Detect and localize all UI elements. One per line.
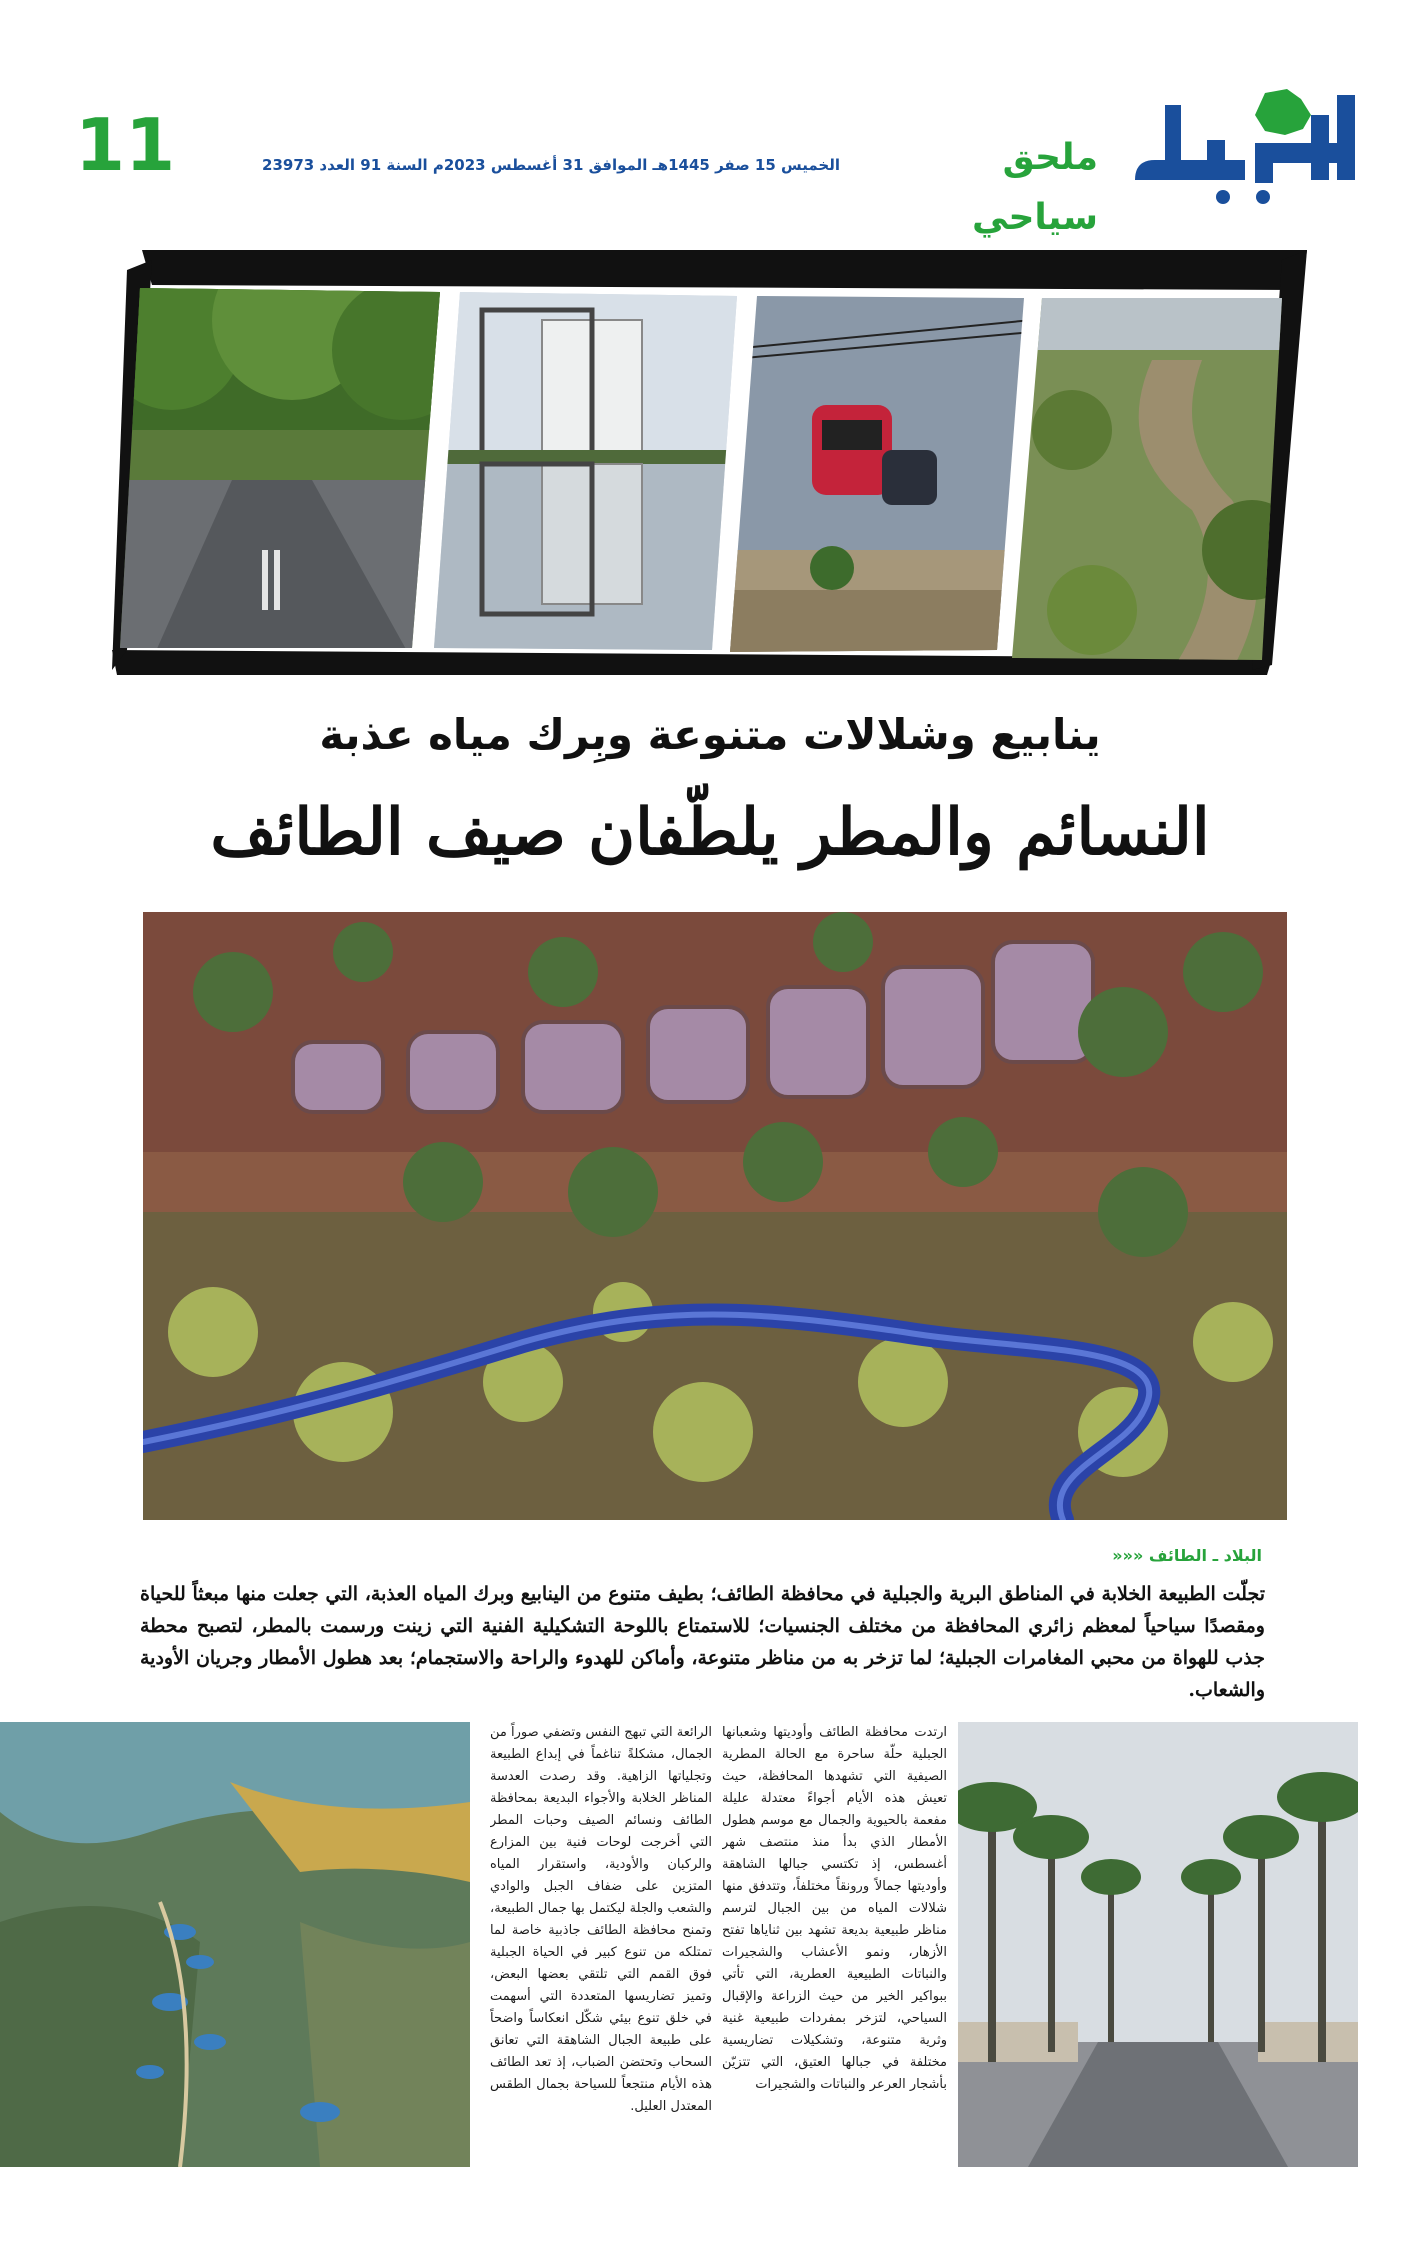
article-column-right: ارتدت محافظة الطائف وأوديتها وشعبانها الجبلية حلّة ساحرة مع الحالة المطرية الصيفية التي تشهدها المحافظة، حيث تعيش هذه الأيام أجواءً معتدلة عليلة مفعمة بالحيوية والجمال مع موسم هطول الأمطار الذي بدأ منذ منتصف شهر أغسطس، إذ تكتسي جبالها الشاهقة وأوديتها جمالاً ورونقاً مختلفاً، وتتدفق منها شلالات المياه من بين الجبال لترسم مناظر طبيعية بديعة تشهد بين ثناياها تفتح الأزهار، ونمو الأعشاب والشجيرات والنباتات الطبيعية العطرية، التي تأتي ببواكير الخير من حيث الزراعة والإقبال السياحي، لتزخر بمفردات طبيعية غنية وثرية متنوعة، وتشكيلات تضاريسية مختلفة في جبالها العتيق، التي تتزيّن بأشجار العرعر والنباتات والشجيرات bbox=[722, 1725, 947, 2092]
mountain-pools-photo bbox=[0, 1722, 470, 2167]
newspaper-logo bbox=[1115, 85, 1365, 215]
chevrons-icon: ««« bbox=[1112, 1546, 1144, 1565]
byline-text: البلاد ـ الطائف bbox=[1148, 1546, 1262, 1565]
page-number: 11 bbox=[75, 103, 176, 187]
palm-street-photo bbox=[958, 1722, 1358, 2167]
issue-date-line: الخميس 15 صفر 1445هـ الموافق 31 أغسطس 2023م السنة 91 العدد 23973 bbox=[262, 156, 840, 174]
aerial-river-photo bbox=[143, 912, 1287, 1520]
article-kicker: ينابيع وشلالات متنوعة وبِرك مياه عذبة bbox=[319, 710, 1101, 759]
article-headline: النسائم والمطر يلطّفان صيف الطائف bbox=[210, 795, 1210, 870]
article-lead: تجلّت الطبيعة الخلابة في المناطق البرية والجبلية في محافظة الطائف؛ بطيف متنوع من الينابيع وبرك المياه العذبة، التي جعلت منها مبعثاً للحياة ومقصدًا سياحياً لمعظم زائري المحافظة من مختلف الجنسيات؛ للاستمتاع باللوحة التشكيلية الفنية التي زينت ورسمت بالمطر، لتصبح محطة جذب للهواة من محبي المغامرات الجبلية؛ لما تزخر به من مناظر متنوعة، وأماكن للهدوء والراحة والاستجمام؛ بعد هطول الأمطار وجريان الأودية والشعاب. bbox=[140, 1583, 1265, 1701]
photo-strip bbox=[112, 250, 1312, 675]
wet-tree-road-photo bbox=[112, 250, 472, 660]
article-column-left: الرائعة التي تبهج النفس وتضفي صوراً من الجمال، مشكلةً تناغماً في إبداع الطبيعة وتجلياتها الزاهية. وقد رصدت العدسة المناظر الخلابة والأجواء البديعة بمحافظة الطائف ونسائم الصيف وحبات المطر التي أخرجت لوحات فنية بين المزارع والركبان والأودية، واستقرار المياه المتزين على ضفاف الجبل والوادي والشعب والجلة ليكتمل بها جمال الطبيعة، وتمنح محافظة الطائف جاذبية خاصة لما تمتلكه من تنوع كبير في الحياة الجبلية فوق القمم التي تلتقي بعضها البعض، وتميز تضاريسها المتعددة التي أسهمت في خلق تنوع بيئي شكّل انعكاساً واضحاً على طبيعة الجبال الشاهقة التي تعانق السحاب وتحتضن الضباب، إذ تعد الطائف هذه الأيام منتجعاً للسياحة بجمال الطقس المعتدل العليل. bbox=[490, 1725, 712, 2114]
valley-stream-photo bbox=[1002, 290, 1302, 670]
byline bbox=[1000, 1542, 1262, 1570]
reflecting-building-photo bbox=[422, 290, 752, 660]
supplement-label: ملحق سياحي bbox=[972, 137, 1098, 238]
cable-car-photo bbox=[722, 290, 1032, 660]
